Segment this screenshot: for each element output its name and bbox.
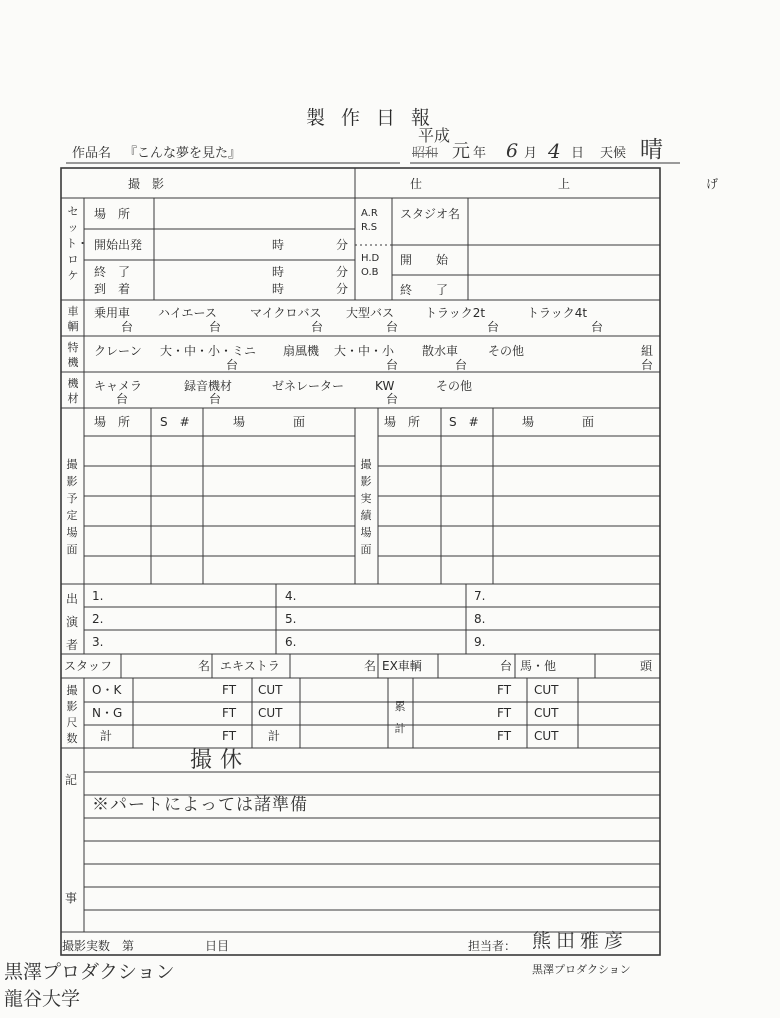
equipment-camera: キャメラ: [94, 379, 143, 393]
actual-scenes-side-label: 撮影実績場面: [360, 458, 372, 556]
notes-side-label-top: 記: [65, 773, 78, 787]
cast-side-label: 出演者: [65, 592, 78, 652]
hd-label: H.D: [361, 253, 380, 264]
staff-label: スタッフ: [64, 659, 113, 673]
scene-col-s-number: S #: [160, 415, 190, 429]
total-count-label: 計: [268, 729, 281, 743]
result-col-scene: 場 面: [522, 415, 595, 429]
footage-ok-label: O・K: [92, 683, 122, 697]
vehicle-truck4t: トラック4t: [527, 306, 588, 320]
footage-total-label: 計: [100, 729, 113, 743]
vehicle-unit: 台: [209, 320, 222, 334]
start-hour-label: 時: [272, 238, 285, 252]
arrive-minute-label: 分: [336, 282, 349, 296]
scene-col-place: 場 所: [94, 415, 131, 429]
cum-total-ft-label: FT: [497, 729, 512, 743]
vehicle-unit: 台: [487, 320, 500, 334]
finish-start-label: 開 始: [400, 253, 449, 267]
kw-unit: 台: [386, 392, 399, 406]
result-col-place: 場 所: [384, 415, 421, 429]
day-suffix: 日: [571, 146, 585, 161]
cast-number-5: 5.: [285, 612, 297, 626]
vehicle-hiace: ハイエース: [158, 306, 217, 320]
notes-line-2: ※パートによっては諸準備: [92, 795, 308, 815]
day-value: 4: [548, 139, 561, 163]
ok-ft-label: FT: [222, 683, 237, 697]
equipment-audio: 録音機材: [184, 379, 233, 393]
company-name: 黒澤プロダクション: [532, 963, 631, 976]
watermark-line-1: 黒澤プロダクション: [4, 961, 175, 983]
work-name-label: 作品名: [72, 146, 112, 161]
cast-number-6: 6.: [285, 635, 297, 649]
weather-value: 晴: [640, 137, 663, 163]
result-col-s-number: S #: [449, 415, 479, 429]
ok-cut-label: CUT: [258, 683, 283, 697]
weather-label: 天候: [600, 146, 627, 161]
ex-vehicle-label: EX車輌: [382, 659, 422, 673]
cum-ok-cut-label: CUT: [534, 683, 559, 697]
header-shooting: 撮 影: [128, 177, 165, 191]
special-group-unit: 組: [641, 344, 654, 358]
rs-label: R.S: [361, 222, 378, 233]
water-truck-label: 散水車: [422, 344, 459, 358]
vehicle-unit: 台: [386, 320, 399, 334]
finish-end-label: 終 了: [400, 283, 449, 297]
crane-sizes: 大・中・小・ミニ: [160, 344, 257, 358]
staff-person-unit: 名: [198, 659, 211, 673]
vehicle-bus: 大型バス: [346, 306, 395, 320]
watermark-line-2: 龍谷大学: [4, 988, 81, 1010]
cast-number-2: 2.: [92, 612, 104, 626]
cum-ok-ft-label: FT: [497, 683, 512, 697]
planned-scenes-side-label: 撮影予定場面: [66, 458, 78, 556]
place-label: 場 所: [94, 207, 131, 221]
special-other-unit: 台: [641, 358, 654, 372]
studio-name-label: スタジオ名: [400, 207, 461, 221]
start-depart-label: 開始出発: [94, 238, 143, 252]
arrive-label: 到 着: [94, 282, 131, 296]
vehicle-unit: 台: [121, 320, 134, 334]
vehicle-sedan: 乗用車: [94, 306, 131, 320]
cum-total-cut-label: CUT: [534, 729, 559, 743]
arrive-hour-label: 時: [272, 282, 285, 296]
cumulative-label: 累計: [394, 700, 406, 735]
person-in-charge-name: 熊田雅彦: [532, 930, 629, 952]
footage-side-label: 撮影尺数: [66, 684, 78, 745]
ob-label: O.B: [361, 267, 379, 278]
cast-number-7: 7.: [474, 589, 486, 603]
cast-number-8: 8.: [474, 612, 486, 626]
scene-col-scene: 場 面: [233, 415, 306, 429]
camera-unit: 台: [116, 392, 129, 406]
special-side-label: 特機: [67, 341, 79, 369]
equipment-kw: KW: [375, 379, 395, 393]
equipment-generator: ゼネレーター: [272, 379, 345, 393]
cast-number-4: 4.: [285, 589, 297, 603]
era-printed: 昭和: [412, 146, 439, 161]
ex-vehicle-unit: 台: [500, 659, 513, 673]
era-handwritten: 平成: [418, 126, 451, 145]
ng-cut-label: CUT: [258, 706, 283, 720]
year-suffix: 年: [473, 146, 487, 161]
crane-unit: 台: [226, 358, 239, 372]
horse-head-unit: 頭: [640, 659, 653, 673]
ar-label: A.R: [361, 208, 378, 219]
set-loca-side-label: セット・ロケ: [66, 205, 88, 282]
cum-ng-cut-label: CUT: [534, 706, 559, 720]
year-value: 元: [452, 141, 470, 162]
vehicle-unit: 台: [311, 320, 324, 334]
ng-ft-label: FT: [222, 706, 237, 720]
end-hour-label: 時: [272, 265, 285, 279]
person-in-charge-label: 担当者：: [468, 939, 517, 953]
equipment-other: その他: [436, 379, 473, 393]
notes-side-label-bottom: 事: [65, 891, 78, 905]
horse-etc-label: 馬・他: [520, 659, 557, 673]
header-finishing: 仕 上 げ: [410, 177, 780, 191]
page-title: 製作日報: [305, 107, 446, 129]
cum-ng-ft-label: FT: [497, 706, 512, 720]
fan-unit: 台: [386, 358, 399, 372]
shooting-days-suffix: 日目: [205, 939, 230, 953]
equipment-side-label: 機材: [67, 377, 79, 405]
work-name: 『こんな夢を見た』: [124, 146, 242, 161]
extra-person-unit: 名: [364, 659, 377, 673]
total-ft-label: FT: [222, 729, 237, 743]
crane-label: クレーン: [94, 344, 142, 358]
cast-number-1: 1.: [92, 589, 104, 603]
end-minute-label: 分: [336, 265, 349, 279]
notes-line-1: 撮休: [190, 748, 251, 773]
audio-unit: 台: [209, 392, 222, 406]
footage-ng-label: N・G: [92, 706, 123, 720]
start-minute-label: 分: [336, 238, 349, 252]
month-suffix: 月: [524, 146, 538, 161]
vehicle-truck2t: トラック2t: [425, 306, 486, 320]
vehicle-unit: 台: [591, 320, 604, 334]
cast-number-3: 3.: [92, 635, 104, 649]
vehicles-side-label: 車輌: [67, 305, 79, 333]
fan-sizes: 大・中・小: [334, 344, 395, 358]
shooting-days-label: 撮影実数 第: [62, 939, 135, 953]
special-other-label: その他: [488, 344, 525, 358]
end-label: 終 了: [94, 265, 131, 279]
vehicle-microbus: マイクロバス: [250, 306, 322, 320]
fan-label: 扇風機: [283, 344, 320, 358]
month-value: 6: [506, 140, 519, 162]
cast-number-9: 9.: [474, 635, 486, 649]
water-truck-unit: 台: [455, 358, 468, 372]
extra-label: エキストラ: [220, 659, 280, 673]
